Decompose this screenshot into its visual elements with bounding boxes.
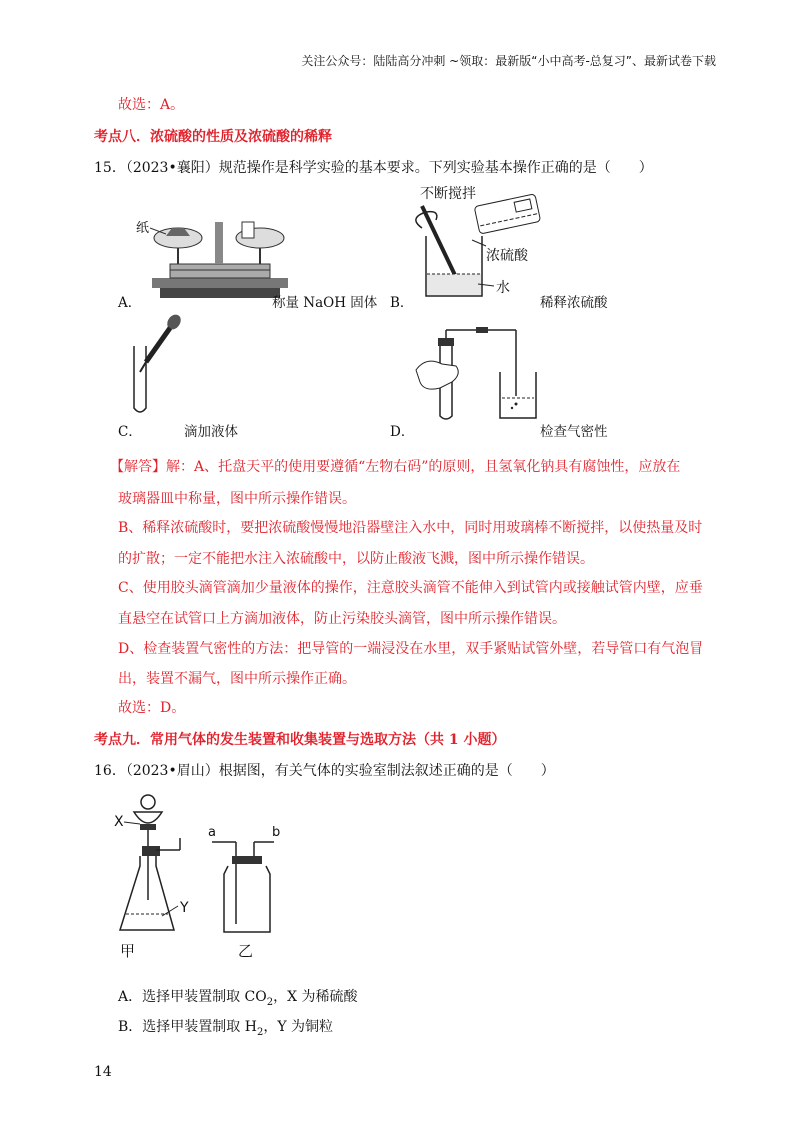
option-a-caption: 称量 NaOH 固体 [272, 295, 378, 311]
option-16-b-text: B．选择甲装置制取 H [118, 1019, 257, 1035]
option-a-letter: A． [118, 295, 142, 311]
label-b: b [272, 825, 281, 840]
option-16-a [118, 986, 358, 1008]
acid-label: 浓硫酸 [486, 248, 528, 264]
question-15-stem: 15．（2023•襄阳）规范操作是科学实验的基本要求。下列实验基本操作正确的是（ ） [94, 160, 653, 176]
option-16-a-text: A．选择甲装置制取 CO [118, 989, 267, 1005]
option-16-b [118, 1016, 333, 1038]
dilute-acid-figure [412, 184, 552, 300]
page-number: 14 [94, 1064, 112, 1080]
option-d-letter: D． [390, 424, 415, 440]
option-16-b-rest: ，Y 为铜粒 [263, 1019, 334, 1035]
option-b-letter: B． [390, 295, 414, 311]
analysis-line: 出，装置不漏气，图中所示操作正确。 [118, 671, 356, 687]
question-16-stem: 16．（2023•眉山）根据图，有关气体的实验室制法叙述正确的是（ ） [94, 763, 555, 779]
paper-label: 纸 [136, 221, 150, 236]
label-a: a [208, 825, 216, 840]
analysis-line: C、使用胶头滴管滴加少量液体的操作，注意胶头滴管不能伸入到试管内或接触试管内壁，应垂 [118, 580, 703, 596]
option-16-a-rest: ，X 为稀硫酸 [273, 989, 358, 1005]
option-16-a-subscript: 2 [266, 996, 274, 1008]
airtight-check-figure [416, 326, 540, 422]
stir-label: 不断搅拌 [420, 186, 476, 202]
option-d-caption: 检查气密性 [540, 424, 608, 440]
label-jia: 甲 [120, 942, 136, 960]
label-yi: 乙 [238, 942, 254, 960]
dropper-figure [126, 312, 186, 416]
analysis-line: 【解答】解：A、托盘天平的使用要遵循“左物右码”的原则，且氢氧化钠具有腐蚀性，应放在 [110, 459, 681, 475]
option-16-b-subscript: 2 [256, 1026, 264, 1038]
analysis-line: 玻璃器皿中称量，图中所示操作错误。 [118, 491, 356, 507]
page-header: 关注公众号：陆陆高分冲刺 ~领取：最新版“小中高考-总复习”、最新试卷下载 [301, 54, 716, 68]
answer-15: 故选：D。 [118, 700, 186, 716]
analysis-line: 的扩散；一定不能把水注入浓硫酸中，以防止酸液飞溅，图中所示操作错误。 [118, 551, 594, 567]
section-heading-9: 考点九．常用气体的发生装置和收集装置与选取方法（共 1 小题） [94, 732, 506, 748]
section-heading-8: 考点八．浓硫酸的性质及浓硫酸的稀释 [94, 129, 332, 145]
label-y: Y [180, 900, 189, 916]
option-c-letter: C． [118, 424, 142, 440]
analysis-line: 直悬空在试管口上方滴加液体，防止污染胶头滴管，图中所示操作错误。 [118, 611, 566, 627]
balance-figure [130, 208, 290, 300]
option-b-caption: 稀释浓硫酸 [540, 295, 608, 311]
analysis-line: D、检查装置气密性的方法：把导管的一端浸没在水里，双手紧贴试管外壁，若导管口有气泡冒 [118, 641, 704, 657]
analysis-line: B、稀释浓硫酸时，要把浓硫酸慢慢地沿器壁注入水中，同时用玻璃棒不断搅拌，以使热量及时 [118, 520, 703, 536]
water-label: 水 [496, 280, 510, 296]
label-x: X [114, 814, 124, 830]
option-c-caption: 滴加液体 [184, 424, 238, 440]
gas-apparatus-figure [112, 790, 302, 968]
previous-answer: 故选：A。 [118, 97, 185, 113]
